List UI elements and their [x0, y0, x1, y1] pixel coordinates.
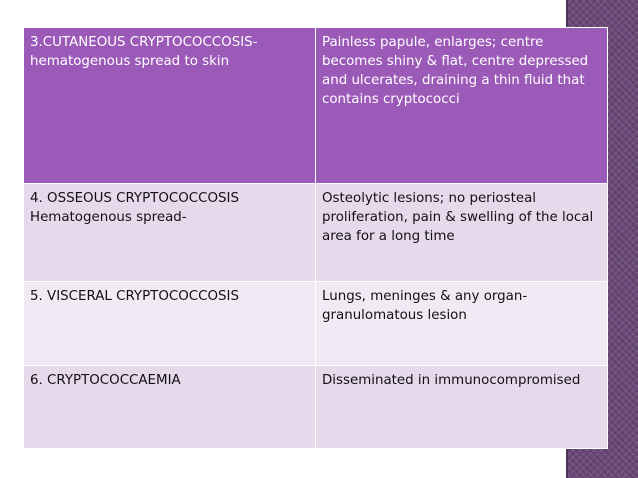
cell-text: 5. VISCERAL CRYPTOCOCCOSIS [30, 289, 239, 304]
cryptococcosis-table [23, 27, 608, 449]
cell-osseous-cryptococcosis [24, 184, 316, 282]
cell-cutaneous-description [316, 28, 608, 184]
cell-text: 6. CRYPTOCOCCAEMIA [30, 373, 181, 388]
cell-text: Painless papule, enlarges; centre becomes shiny & flat, centre depressed and ulcerates, draining a thin fluid that contains cryptococci [322, 35, 589, 107]
cell-text: Lungs, meninges & any organ-granulomatous lesion [322, 289, 528, 323]
table-row [24, 282, 608, 366]
cell-cryptococcaemia-description [316, 366, 608, 449]
cell-cutaneous-cryptococcosis [24, 28, 316, 184]
cell-osseous-description [316, 184, 608, 282]
table-row [24, 366, 608, 449]
table-row [24, 28, 608, 184]
cell-text: 3.CUTANEOUS CRYPTOCOCCOSIS- hematogenous spread to skin [30, 35, 258, 69]
table-row [24, 184, 608, 282]
cell-visceral-description [316, 282, 608, 366]
cell-text: Osteolytic lesions; no periosteal proliferation, pain & swelling of the local area for a long time [322, 191, 594, 244]
cell-cryptococcaemia [24, 366, 316, 449]
cell-text: Disseminated in immunocompromised [322, 373, 581, 388]
cell-text: 4. OSSEOUS CRYPTOCOCCOSIS Hematogenous spread- [30, 191, 239, 225]
cell-visceral-cryptococcosis [24, 282, 316, 366]
